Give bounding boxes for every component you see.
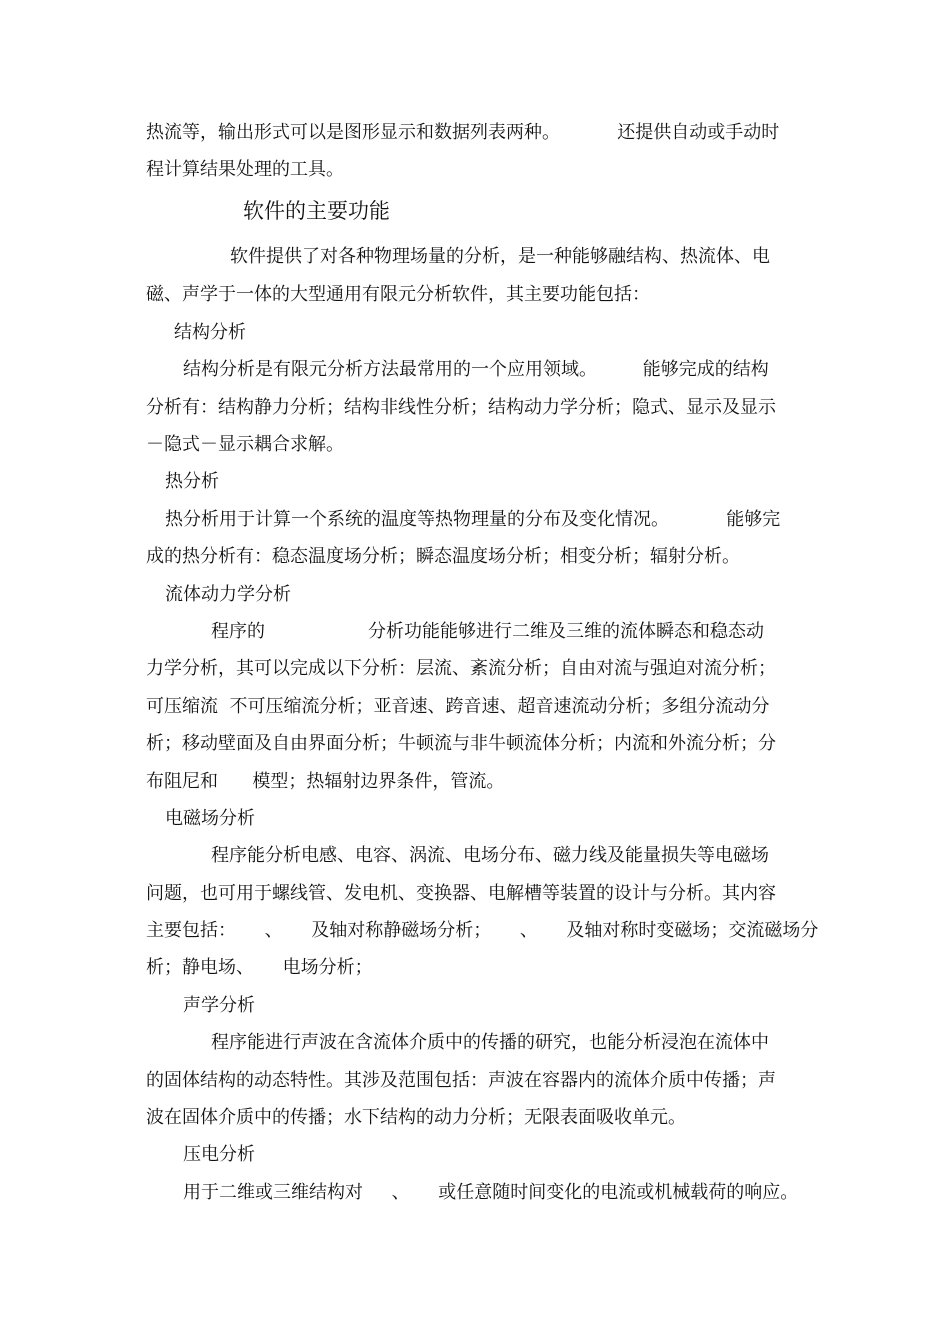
text-line: 波在固体介质中的传播；水下结构的动力分析；无限表面吸收单元。 bbox=[146, 1107, 686, 1128]
text-line: 问题，也可用于螺线管、发电机、变换器、电解槽等装置的设计与分析。其内容 bbox=[146, 883, 776, 904]
section-title: 软件的主要功能 bbox=[243, 199, 390, 223]
subheading-em: 电磁场分析 bbox=[165, 808, 255, 829]
text-line: 分析有：结构静力分析；结构非线性分析；结构动力学分析；隐式、显示及显示 bbox=[146, 397, 776, 418]
text-line: 程序能分析电感、电容、涡流、电场分布、磁力线及能量损失等电磁场 bbox=[211, 845, 769, 866]
text-line: 用于二维或三维结构对 、 或任意随时间变化的电流或机械载荷的响应。 bbox=[183, 1182, 799, 1203]
text-line: 程计算结果处理的工具。 bbox=[146, 159, 344, 180]
text-line: 热分析用于计算一个系统的温度等热物理量的分布及变化情况。 能够完 bbox=[165, 509, 781, 530]
text-line: 主要包括： 、 及轴对称静磁场分析； 、 及轴对称时变磁场；交流磁场分 bbox=[146, 920, 819, 941]
subheading-piezo: 压电分析 bbox=[183, 1144, 255, 1165]
text-line: 布阻尼和 模型；热辐射边界条件，管流。 bbox=[146, 771, 505, 792]
text-line: －隐式－显示耦合求解。 bbox=[146, 434, 344, 455]
subheading-structural: 结构分析 bbox=[174, 322, 246, 343]
text-line: 热流等，输出形式可以是图形显示和数据列表两种。 还提供自动或手动时 bbox=[146, 122, 780, 143]
text-line: 析；静电场、 电场分析； bbox=[146, 957, 373, 978]
text-line: 成的热分析有：稳态温度场分析；瞬态温度场分析；相变分析；辐射分析。 bbox=[146, 546, 740, 567]
text-line: 力学分析，其可以完成以下分析：层流、紊流分析；自由对流与强迫对流分析； bbox=[146, 658, 776, 679]
text-line: 程序的 分析功能能够进行二维及三维的流体瞬态和稳态动 bbox=[211, 621, 764, 642]
text-line: 程序能进行声波在含流体介质中的传播的研究，也能分析浸泡在流体中 bbox=[211, 1032, 769, 1053]
text-line: 软件提供了对各种物理场量的分析，是一种能够融结构、热流体、电 bbox=[230, 246, 770, 267]
text-line: 析；移动壁面及自由界面分析；牛顿流与非牛顿流体分析；内流和外流分析；分 bbox=[146, 733, 776, 754]
subheading-acoustic: 声学分析 bbox=[183, 995, 255, 1016]
text-line: 结构分析是有限元分析方法最常用的一个应用领域。 能够完成的结构 bbox=[183, 359, 769, 380]
text-line: 的固体结构的动态特性。其涉及范围包括：声波在容器内的流体介质中传播；声 bbox=[146, 1070, 776, 1091]
text-line: 磁、声学于一体的大型通用有限元分析软件，其主要功能包括： bbox=[146, 284, 650, 305]
subheading-fluid: 流体动力学分析 bbox=[165, 584, 291, 605]
text-line: 可压缩流 不可压缩流分析；亚音速、跨音速、超音速流动分析；多组分流动分 bbox=[146, 696, 770, 717]
subheading-thermal: 热分析 bbox=[165, 471, 219, 492]
